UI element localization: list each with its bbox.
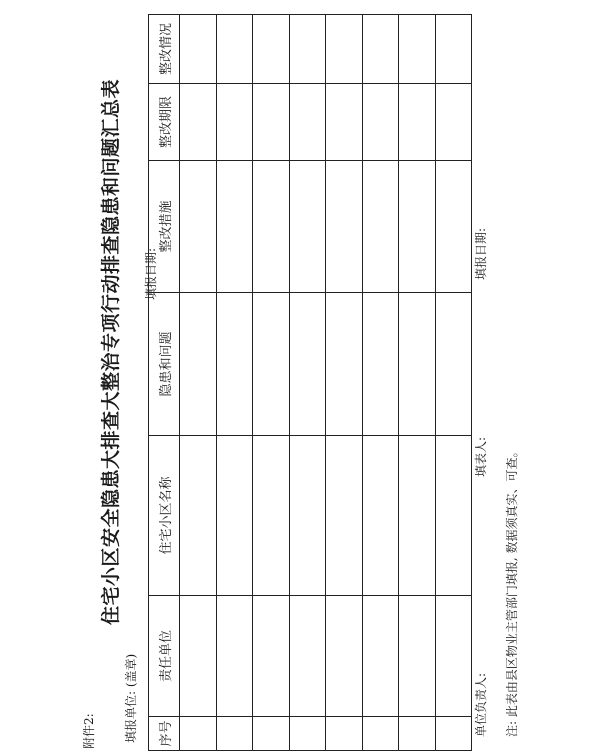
table-cell	[362, 84, 399, 161]
table-row	[326, 15, 363, 751]
table-body	[180, 15, 472, 751]
summary-table	[148, 14, 472, 751]
table-cell	[180, 84, 217, 161]
table-cell	[253, 15, 290, 84]
table-cell	[399, 717, 436, 751]
table-cell	[435, 717, 472, 751]
responsible-person-label: 单位负责人:	[474, 672, 488, 737]
header-rectification-status: 整改情况	[149, 15, 180, 84]
table-cell	[253, 436, 290, 596]
table-cell	[289, 293, 326, 436]
table-cell	[253, 717, 290, 751]
table-cell	[180, 596, 217, 717]
table-row	[399, 15, 436, 751]
table-cell	[289, 161, 326, 293]
table-cell	[435, 293, 472, 436]
table-row	[289, 15, 326, 751]
table-cell	[180, 436, 217, 596]
table-cell	[362, 293, 399, 436]
footnote: 注: 此表由县区物业主管部门填报, 数据须真实、可查。	[505, 445, 519, 737]
table-cell	[326, 84, 363, 161]
table-cell	[435, 15, 472, 84]
table-cell	[326, 717, 363, 751]
table-cell	[253, 293, 290, 436]
header-serial-number: 序号	[149, 717, 180, 751]
table-cell	[289, 436, 326, 596]
table-row	[435, 15, 472, 751]
table-cell	[216, 717, 253, 751]
table-cell	[326, 436, 363, 596]
table-cell	[326, 596, 363, 717]
table-cell	[180, 15, 217, 84]
table-cell	[216, 596, 253, 717]
table-cell	[435, 161, 472, 293]
table-cell	[326, 161, 363, 293]
table-cell	[289, 596, 326, 717]
table-cell	[435, 84, 472, 161]
table-row	[216, 15, 253, 751]
table-cell	[362, 717, 399, 751]
table-cell	[399, 293, 436, 436]
fill-date-label: 填报日期:	[474, 227, 488, 280]
table-cell	[180, 293, 217, 436]
table-cell	[362, 596, 399, 717]
header-rectification-measures: 整改措施	[149, 161, 180, 293]
table-cell	[435, 596, 472, 717]
table-row	[180, 15, 217, 751]
header-rectification-deadline: 整改期限	[149, 84, 180, 161]
table-cell	[253, 161, 290, 293]
reporting-unit-label: 填报单位: (盖章)	[124, 653, 138, 743]
table-cell	[362, 15, 399, 84]
filler-label: 填表人:	[474, 436, 488, 477]
table-cell	[326, 293, 363, 436]
header-community-name: 住宅小区名称	[149, 436, 180, 596]
document-title: 住宅小区安全隐患大排查大整治专项行动排查隐患和问题汇总表	[100, 78, 122, 625]
table-cell	[216, 293, 253, 436]
report-date-label: 填报日期:	[144, 247, 158, 300]
attachment-label: 附件2:	[82, 713, 96, 749]
table-cell	[362, 161, 399, 293]
table-cell	[180, 717, 217, 751]
table-row	[253, 15, 290, 751]
table-cell	[216, 436, 253, 596]
table-cell	[399, 161, 436, 293]
table-cell	[326, 15, 363, 84]
header-hazards-issues: 隐患和问题	[149, 293, 180, 436]
table-cell	[253, 84, 290, 161]
table-cell	[399, 15, 436, 84]
table-row	[362, 15, 399, 751]
table-header-row	[149, 15, 180, 751]
table-cell	[216, 84, 253, 161]
table-cell	[180, 161, 217, 293]
table-cell	[435, 436, 472, 596]
table-cell	[362, 436, 399, 596]
table-cell	[253, 596, 290, 717]
table-cell	[399, 596, 436, 717]
table-cell	[216, 15, 253, 84]
table-cell	[289, 84, 326, 161]
header-responsible-unit: 责任单位	[149, 596, 180, 717]
table-cell	[399, 84, 436, 161]
table-cell	[289, 717, 326, 751]
table-cell	[289, 15, 326, 84]
table-cell	[399, 436, 436, 596]
table-cell	[216, 161, 253, 293]
